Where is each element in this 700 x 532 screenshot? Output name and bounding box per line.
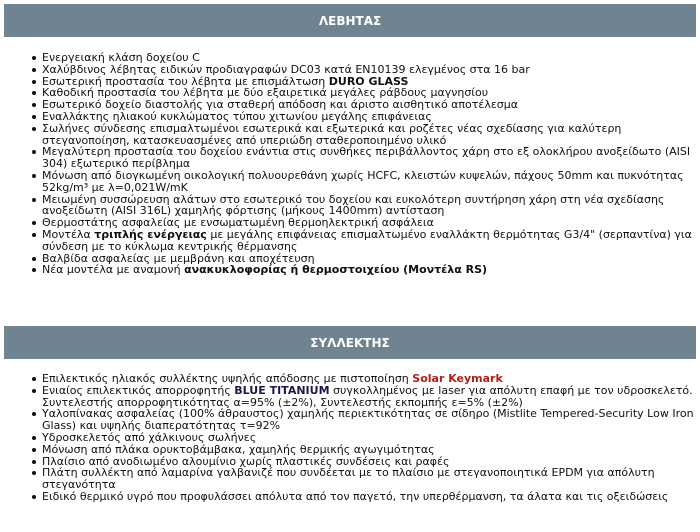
list-item: Ενιαίος επιλεκτικός απορροφητής BLUE TITANIUM συγκολλημένος με laser για απόλυτη επαφή με τον υδροσκελετό. Συντελεστής απορροφητικότητας α=95% (±2%), Συντελεστής εκπομπής ε=5% (±2%) [42, 383, 693, 409]
list-item: Υδροσκελετός από χάλκινους σωλήνες [42, 432, 694, 444]
list-item: Εσωτερικό δοχείο διαστολής για σταθερή απόδοση και άριστο αισθητικό αποτέλεσμα [42, 99, 694, 111]
highlight-text: τριπλής ενέργειας [94, 227, 207, 241]
list-item: Εναλλάκτης ηλιακού κυκλώματος τύπου χιτωνίου μεγάλης επιφάνειας [42, 111, 694, 123]
boiler-section-header [4, 4, 696, 37]
list-item: Μειωμένη συσσώρευση αλάτων στο εσωτερικό του δοχείου και ευκολότερη συντήρηση χάρη στη νέα σχεδίασης ανοξείδωτη (AISI 316L) χαμηλής φόρτισης (μήκους 1400mm) αντίσταση [42, 194, 694, 218]
list-item: Νέα μοντέλα με αναμονή ανακυκλοφορίας ή θερμοστοιχείου (Μοντέλα RS) [42, 264, 694, 276]
boiler-features-list [42, 52, 694, 276]
list-item: Σωλήνες σύνδεσης επισμαλτωμένοι εσωτερικά και εξωτερικά και ροζέτες νέας σχεδίασης για καλύτερη στεγανοποίηση, κατασκευασμένες από υπεριώδη σταθεροποιημένο υλικό [42, 123, 694, 147]
highlight-text: ανακυκλοφορίας ή θερμοστοιχείου (Μοντέλα RS) [184, 263, 488, 277]
collector-section-header [4, 326, 696, 359]
boiler-section-title: ΛΕΒΗΤΑΣ [318, 13, 382, 28]
collector-features-list [42, 373, 694, 503]
list-item: Βαλβίδα ασφαλείας με μεμβράνη και αποχέτευση [42, 253, 694, 265]
list-item: Μόνωση από διογκωμένη οικολογική πολυουρεθάνη χωρίς HCFC, κλειστών κυψελών, πάχους 50mm και πυκνότητας 52kg/m³ με λ=0,021W/mK [42, 170, 694, 194]
list-item: Μόνωση από πλάκα ορυκτοβάμβακα, χαμηλής θερμικής αγωγιμότητας [42, 444, 694, 456]
list-item: Θερμοστάτης ασφαλείας με ενσωματωμένη θερμοηλεκτρική ασφάλεια [42, 217, 694, 229]
blue-titanium-highlight: BLUE TITANIUM [234, 383, 330, 397]
list-item: Επιλεκτικός ηλιακός συλλέκτης υψηλής απόδοσης με πιστοποίηση Solar Keymark [42, 373, 694, 385]
list-item: Ειδικό θερμικό υγρό που προφυλάσσει απόλυτα από τον παγετό, την υπερθέρμανση, τα άλατα και τις οξειδώσεις [42, 491, 694, 503]
collector-section-title: ΣΥΛΛΕΚΤΗΣ [310, 335, 390, 350]
solar-keymark-highlight: Solar Keymark [412, 372, 503, 385]
list-item: Μοντέλα τριπλής ενέργειας με μεγάλης επιφάνειας επισμαλτωμένο εναλλάκτη θερμότητας G3/4" (σερπαντίνα) για σύνδεση με το κύκλωμα κεντρικής θέρμανσης [42, 229, 694, 253]
list-item: Μεγαλύτερη προστασία του δοχείου ενάντια στις συνθήκες περιβάλλοντος χάρη στο εξ ολοκλήρου ανοξείδωτο (AISI 304) εξωτερικό περίβλημα [42, 146, 694, 170]
list-item: Πλαίσιο από ανοδιωμένο αλουμίνιο χωρίς πλαστικές συνδέσεις και ραφές [42, 456, 694, 468]
list-item: Ενεργειακή κλάση δοχείου C [42, 52, 694, 64]
list-item: Χαλύβδινος λέβητας ειδικών προδιαγραφών DC03 κατά EN10139 ελεγμένος στα 16 bar [42, 64, 694, 76]
list-item: Υαλοπίνακας ασφαλείας (100% άθραυστος) χαμηλής περιεκτικότητας σε σίδηρο (Mistlite Tempered-Security Low Iron Glass) και υψηλής διαπερατότητας τ=92% [42, 407, 694, 433]
list-item: Πλάτη συλλέκτη από λαμαρίνα γαλβανιζέ που συνδέεται με το πλαίσιο με στεγανοποιητικά EPDM για απόλυτη στεγανότητα [42, 467, 694, 491]
list-item: Εσωτερική προστασία του λέβητα με επισμάλτωση DURO GLASS [42, 76, 694, 88]
list-item: Καθοδική προστασία του λέβητα με δύο εξαιρετικά μεγάλες ράβδους μαγνησίου [42, 87, 694, 99]
highlight-text: DURO GLASS [328, 74, 409, 88]
